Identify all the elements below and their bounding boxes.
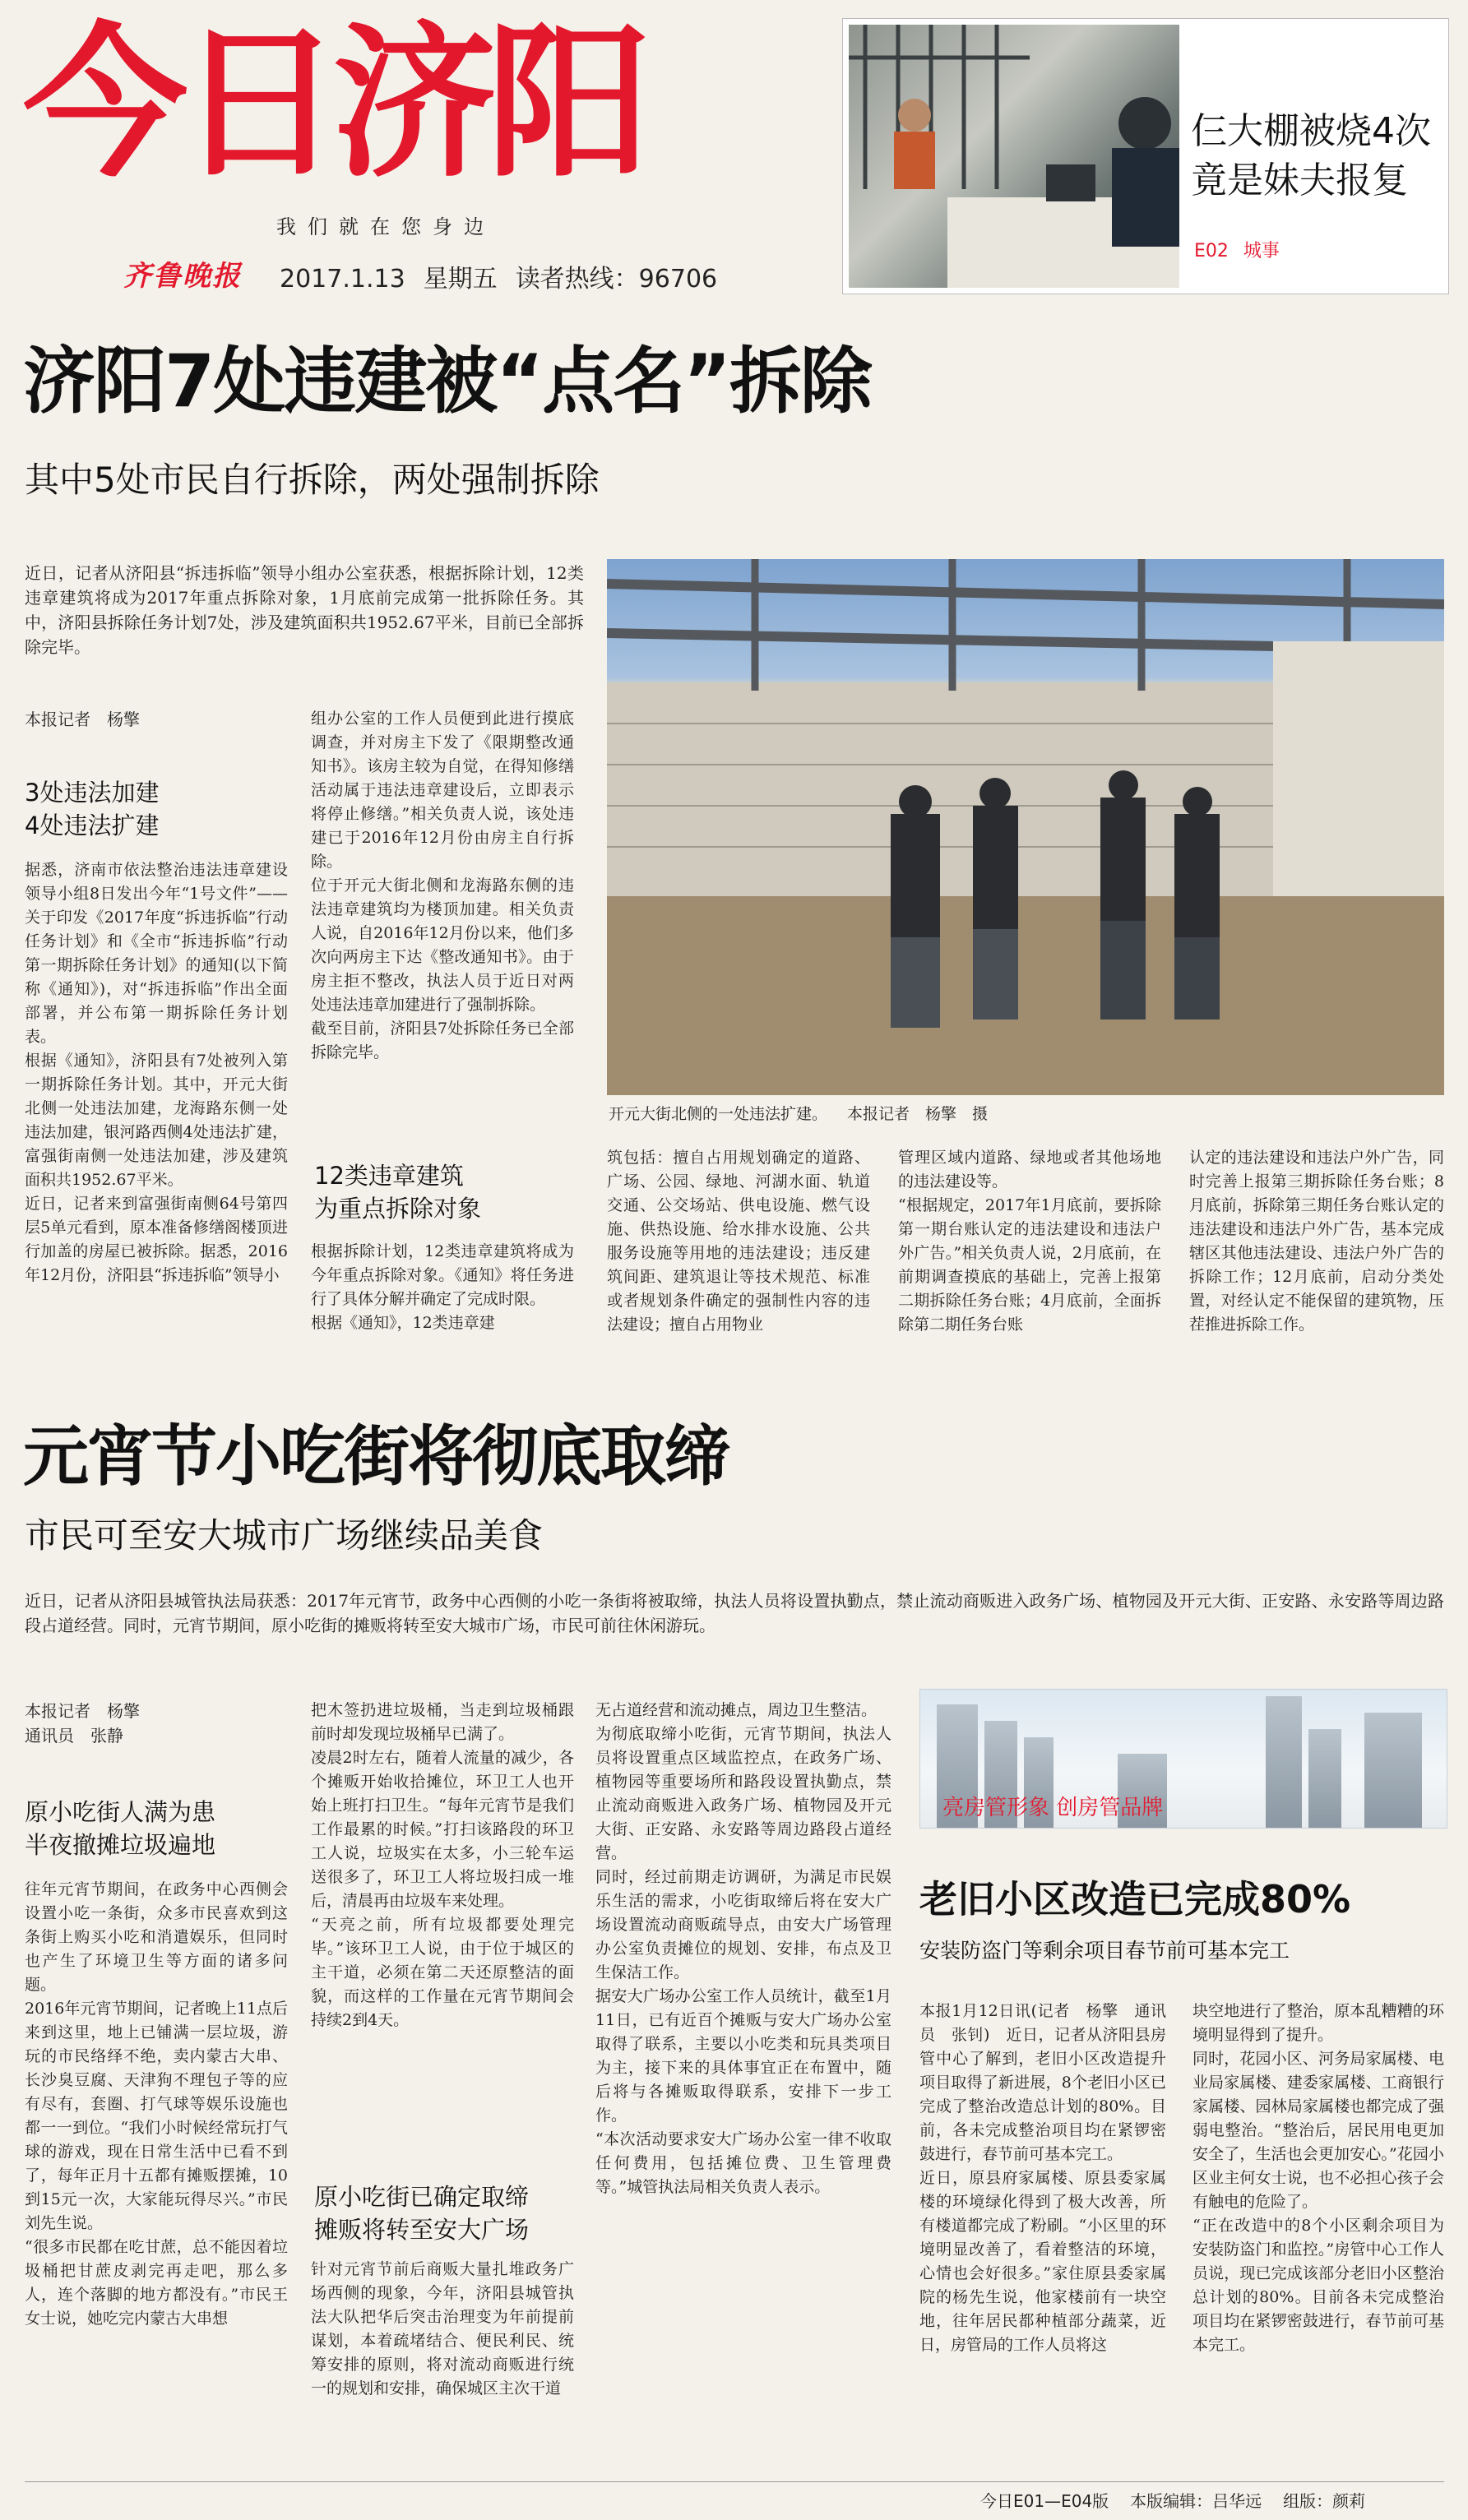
teaser-photo bbox=[849, 25, 1179, 288]
story3-subheadline: 安装防盗门等剩余项目春节前可基本完工 bbox=[919, 1939, 1290, 1963]
story1-column-2a: 组办公室的工作人员便到此进行摸底调查，并对房主下发了《限期整改通知书》。该房主较为自觉，在得知修缮活动属于违法违章建设后，立即表示将停止修缮。”相关负责人说，该处违建已于2016年12月份由房主自行拆除。 位于开元大街北侧和龙海路东侧的违法违章建筑均为楼顶加建。相关负责人说，自2016年12月份以来，他们多次向两房主下达《整改通知书》。由于房主拒不整改，执法人员于近日对两处违法违章加建进行了强制拆除。 截至目前，济阳县7处拆除任务已全部拆除完毕。 bbox=[311, 710, 574, 1061]
story1-caption-text: 开元大街北侧的一处违法扩建。 bbox=[609, 1105, 828, 1123]
story3-headline: 老旧小区改造已完成80% bbox=[919, 1877, 1351, 1921]
reader-hotline: 读者热线：96706 bbox=[515, 265, 718, 294]
story1-column-1: 据悉，济南市依法整治违法违章建设领导小组8日发出今年“1号文件”——关于印发《2017年度“拆违拆临”行动任务计划》和《全市“拆违拆临”行动第一期拆除任务计划》的通知(以下简称《通知》)，对“拆违拆临”作出全面部署，并公布第一期拆除任务计划表。 根据《通知》，济阳县有7处被列入第一期拆除任务计划。其中，开元大街北侧一处违法加建，龙海路东侧一处违法加建，银河路西侧4处违法扩建，富强街南侧一处违法加建，涉及建筑面积共1952.67平米。 近日，记者来到富强街南侧64号第四层5单元看到，原本准备修缮阁楼顶进行加盖的房屋已被拆除。据悉，2016年12月份，济阳县“拆违拆临”领导小 bbox=[25, 861, 288, 1284]
teaser-page: E02 bbox=[1194, 241, 1229, 261]
story2-subhead-1: 原小吃街人满为患 半夜撤摊垃圾遍地 bbox=[25, 1798, 216, 1859]
story2-column-2a: 把木签扔进垃圾桶，当走到垃圾桶跟前时却发现垃圾桶早已满了。 凌晨2时左右，随着人流量的减少，各个摊贩开始收拾摊位，环卫工人也开始上班打扫卫生。“每年元宵节是我们工作最累的时候。”打扫该路段的环卫工人说，垃圾实在太多，小三轮车运送很多了，环卫工人将垃圾扫成一堆后，清晨再由垃圾车来处理。 “天亮之前，所有垃圾都要处理完毕。”该环卫工人说，由于位于城区的主干道，必须在第二天还原整洁的面貌，而这样的工作量在元宵节期间会持续2到4天。 bbox=[311, 1701, 574, 2029]
masthead-title: 今日济阳 bbox=[23, 8, 642, 200]
story1-byline: 本报记者 杨擎 bbox=[25, 710, 140, 729]
story1-lead: 近日，记者从济阳县“拆违拆临”领导小组办公室获悉，根据拆除计划，12类违章建筑将成为2017年重点拆除对象，1月底前完成第一批拆除任务。其中，济阳县拆除任务计划7处，涉及建筑面积共1952.67平米，目前已全部拆除完毕。 bbox=[25, 563, 584, 657]
story1-headline: 济阳7处违建被“点名”拆除 bbox=[23, 339, 871, 423]
story2-column-1: 往年元宵节期间，在政务中心西侧会设置小吃一条街，众多市民喜欢到这条街上购买小吃和消遣娱乐，但同时也产生了环境卫生等方面的诸多问题。 2016年元宵节期间，记者晚上11点后来到这里，地上已铺满一层垃圾，游玩的市民络绎不绝，卖内蒙古大串、长沙臭豆腐、天津狗不理包子等的应有尽有，套圈、打气球等娱乐设施也都一一到位。“我们小时候经常玩打气球的游戏，现在日常生活中已看不到了，每年正月十五都有摊贩摆摊，10到15元一次，大家能玩得尽兴。”市民刘先生说。 “很多市民都在吃甘蔗，总不能因着垃圾桶把甘蔗皮剥完再走吧，那么多人，连个落脚的地方都没有。”市民王女士说，她吃完内蒙古大串想 bbox=[25, 1880, 288, 2328]
brand-logo: 齐鲁晚报 bbox=[123, 260, 242, 293]
teaser-headline[interactable]: 仨大棚被烧4次 竟是妹夫报复 bbox=[1191, 110, 1431, 201]
story2-subhead-2: 原小吃街已确定取缔 摊贩将转至安大广场 bbox=[314, 2183, 530, 2244]
story1-column-5: 认定的违法建设和违法户外广告，同时完善上报第三期拆除任务台账；8月底前，拆除第三期任务台账认定的违法建设和违法户外广告，基本完成辖区其他违法建设、违法户外广告的拆除工作；12月底前，启动分类处置，对经认定不能保留的建筑物，压茬推进拆除工作。 bbox=[1189, 1149, 1444, 1334]
footer-rule bbox=[25, 2481, 1444, 2482]
dateline bbox=[280, 258, 735, 294]
teaser-section-tag bbox=[1194, 237, 1280, 262]
story2-column-3: 无占道经营和流动摊点，周边卫生整洁。 为彻底取缔小吃街，元宵节期间，执法人员将设置重点区域监控点，在政务广场、植物园等重要场所和路段设置执勤点，禁止流动商贩进入政务广场、植物园及开元大街、正安路、永安路等周边路段占道经营。 同时，经过前期走访调研，为满足市民娱乐生活的需求，小吃街取缔后将在安大广场设置流动商贩疏导点，由安大广场管理办公室负责摊位的规划、安排，布点及卫生保洁工作。 据安大广场办公室工作人员统计，截至1月11日，已有近百个摊贩与安大广场办公室取得了联系，主要以小吃类和玩具类项目为主，接下来的具体事宜正在布置中，随后将与各摊贩取得联系，安排下一步工作。 “本次活动要求安大广场办公室一律不收取任何费用，包括摊位费、卫生管理费等。”城管执法局相关负责人表示。 bbox=[595, 1701, 891, 2196]
story3-column-1: 本报1月12日讯(记者 杨擎 通讯员 张钊) 近日，记者从济阳县房管中心了解到，老旧小区改造提升项目取得了新进展，8个老旧小区已完成了整治改造总计划的80%。目前，各未完成整治项目均在紧锣密鼓进行，春节前可基本完工。 近日，原县府家属楼、原县委家属楼的环境绿化得到了极大改善，所有楼道都完成了粉刷。“小区里的环境明显改善了，看着整洁的环境，心情也会好很多。”家住原县委家属院的杨先生说，他家楼前有一块空地，往年居民都种植部分蔬菜，近日，房管局的工作人员将这 bbox=[919, 2002, 1166, 2354]
issue-weekday: 星期五 bbox=[423, 265, 498, 294]
story2-column-2b: 针对元宵节前后商贩大量扎堆政务广场西侧的现象，今年，济阳县城管执法大队把华后突击治理变为年前提前谋划，本着疏堵结合、便民利民、统筹安排的原则，将对流动商贩进行统一的规划和安排，确保城区主次干道 bbox=[311, 2260, 574, 2397]
footer-editor: 本版编辑：吕华远 bbox=[1130, 2491, 1262, 2511]
issue-date: 2017.1.13 bbox=[280, 265, 405, 294]
story1-column-4: 管理区域内道路、绿地或者其他场地的违法建设等。 “根据规定，2017年1月底前，要拆除第一期台账认定的违法建设和违法户外广告。”相关负责人说，2月底前，在前期调查摸底的基础上，完善上报第二期拆除任务台账；4月底前，全面拆除第二期任务台账 bbox=[898, 1149, 1161, 1334]
demolition-site-illustration bbox=[607, 559, 1444, 1095]
story1-photo bbox=[607, 559, 1444, 1095]
housing-banner-slogan: 亮房管形象 创房管品牌 bbox=[942, 1796, 1164, 1820]
story2-subheadline: 市民可至安大城市广场继续品美食 bbox=[25, 1515, 544, 1556]
teaser-section: 城事 bbox=[1243, 241, 1280, 261]
story3-column-2: 块空地进行了整治，原本乱糟糟的环境明显得到了提升。 同时，花园小区、河务局家属楼、电业局家属楼、建委家属楼、工商银行家属楼、园林局家属楼也都完成了强弱电整治。“整治后，居民用电更加安全了，生活也会更加安心。”花园小区业主何女士说，也不必担心孩子会有触电的危险了。 “正在改造中的8个小区剩余项目为安装防盗门和监控。”房管中心工作人员说，现已完成该部分老旧小区整治总计划的80%。目前各未完成整治项目均在紧锣密鼓进行，春节前可基本完工。 bbox=[1192, 2002, 1444, 2354]
story1-subhead-2: 12类违章建筑 为重点拆除对象 bbox=[314, 1162, 482, 1223]
teaser-photo-illustration bbox=[849, 25, 1179, 288]
story2-headline: 元宵节小吃街将彻底取缔 bbox=[23, 1418, 729, 1495]
story1-photo-caption bbox=[609, 1102, 988, 1124]
footer-layout: 组版：颜莉 bbox=[1283, 2491, 1366, 2511]
page-footer bbox=[980, 2488, 1365, 2512]
story1-photo-credit: 本报记者 杨擎 摄 bbox=[847, 1105, 989, 1123]
footer-pages: 今日E01—E04版 bbox=[980, 2491, 1109, 2511]
story1-column-3: 筑包括：擅自占用规划确定的道路、广场、公园、绿地、河湖水面、轨道交通、公交场站、供电设施、燃气设施、供热设施、给水排水设施、公共服务设施等用地的违法建设；违反建筑间距、建筑退让等技术规范、标准或者规划条件确定的强制性内容的违法建设；擅自占用物业 bbox=[607, 1149, 870, 1334]
story1-subhead-1: 3处违法加建 4处违法扩建 bbox=[25, 779, 160, 839]
story2-lead: 近日，记者从济阳县城管执法局获悉：2017年元宵节，政务中心西侧的小吃一条街将被取缔，执法人员将设置执勤点，禁止流动商贩进入政务广场、植物园及开元大街、正安路、永安路等周边路段占道经营。同时，元宵节期间，原小吃街的摊贩将转至安大城市广场，市民可前往休闲游玩。 bbox=[25, 1591, 1444, 1635]
story1-subheadline: 其中5处市民自行拆除，两处强制拆除 bbox=[25, 460, 600, 500]
story1-column-2b: 根据拆除计划，12类违章建筑将成为今年重点拆除对象。《通知》将任务进行了具体分解并确定了完成时限。 根据《通知》，12类违章建 bbox=[311, 1242, 574, 1332]
story2-byline: 本报记者 杨擎 通讯员 张静 bbox=[25, 1701, 140, 1746]
masthead-slogan: 我们就在您身边 bbox=[276, 215, 495, 238]
